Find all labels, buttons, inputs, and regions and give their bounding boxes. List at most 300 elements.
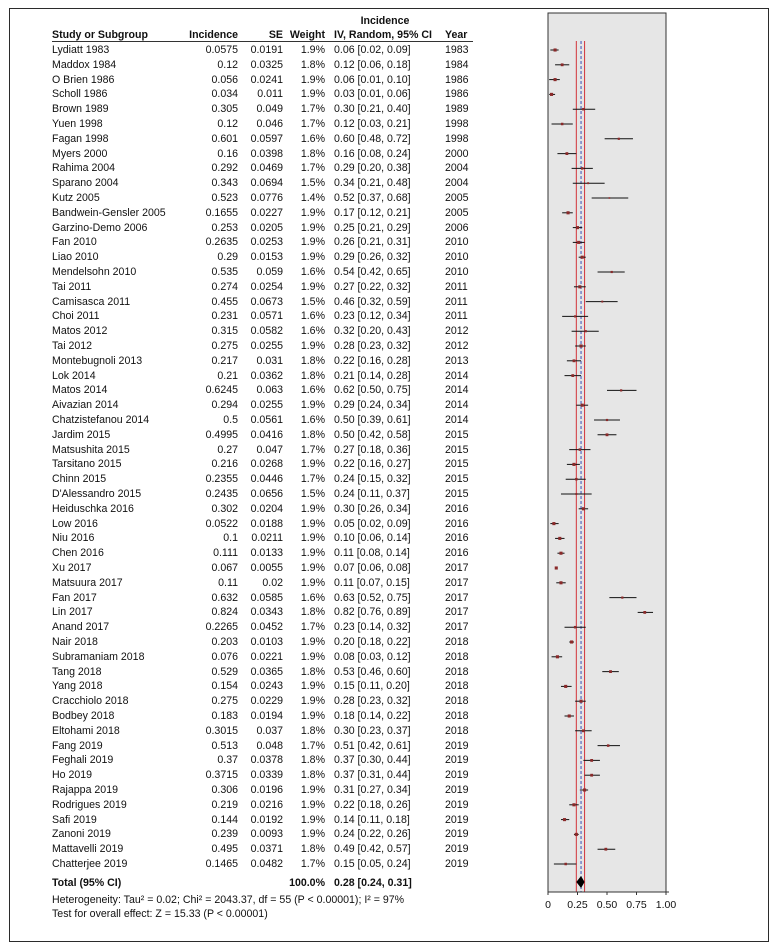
study-weight: 1.7%	[300, 162, 325, 175]
point-estimate	[609, 197, 611, 199]
header-year: Year	[445, 29, 468, 41]
study-name: Matos 2012	[52, 325, 108, 338]
study-incidence: 0.154	[211, 680, 238, 693]
study-ci: 0.63 [0.52, 0.75]	[334, 591, 411, 604]
study-se: 0.0378	[250, 754, 283, 767]
study-incidence: 0.056	[211, 73, 238, 86]
study-name: Cracchiolo 2018	[52, 695, 129, 708]
study-incidence: 0.183	[211, 710, 238, 722]
point-estimate	[574, 315, 576, 317]
study-weight: 1.8%	[300, 724, 325, 737]
study-se: 0.0093	[250, 828, 283, 841]
point-estimate	[579, 448, 582, 451]
study-ci: 0.37 [0.30, 0.44]	[334, 754, 411, 767]
point-estimate	[620, 389, 622, 391]
point-estimate	[606, 419, 608, 421]
study-incidence: 0.4995	[205, 428, 238, 441]
study-year: 2019	[445, 843, 469, 856]
study-weight: 1.9%	[300, 547, 325, 560]
study-weight: 1.9%	[300, 88, 325, 101]
study-name: Bandwein-Gensler 2005	[52, 206, 166, 219]
study-name: Choi 2011	[52, 310, 100, 323]
point-estimate	[565, 152, 568, 155]
study-incidence: 0.0575	[205, 44, 238, 56]
study-ci: 0.54 [0.42, 0.65]	[334, 266, 411, 278]
study-incidence: 0.37	[217, 754, 238, 767]
study-year: 2005	[445, 206, 469, 219]
point-estimate	[550, 93, 553, 96]
study-weight: 1.9%	[300, 502, 325, 515]
study-weight: 1.9%	[300, 517, 325, 530]
point-estimate	[611, 271, 613, 273]
study-year: 2018	[445, 650, 469, 663]
study-incidence: 0.6245	[205, 384, 238, 397]
study-se: 0.0055	[250, 562, 283, 574]
study-name: Brown 1989	[52, 103, 109, 116]
study-incidence: 0.2635	[205, 236, 238, 249]
study-name: O Brien 1986	[52, 73, 115, 86]
point-estimate	[564, 685, 567, 688]
study-se: 0.0255	[250, 399, 283, 412]
heterogeneity-text: Heterogeneity: Tau² = 0.02; Chi² = 2043.37, df = 55 (P < 0.00001); I² = 97%	[52, 894, 405, 906]
study-se: 0.0268	[250, 458, 283, 471]
study-weight: 1.6%	[300, 266, 325, 278]
study-year: 2015	[445, 428, 469, 441]
study-year: 2015	[445, 488, 469, 500]
study-name: D'Alessandro 2015	[52, 488, 142, 500]
point-estimate	[578, 285, 581, 288]
study-weight: 1.9%	[300, 784, 325, 796]
point-estimate	[579, 700, 582, 703]
study-se: 0.0191	[250, 44, 283, 56]
x-tick-label: 0.25	[567, 899, 588, 911]
study-se: 0.0371	[250, 843, 283, 856]
study-incidence: 0.12	[217, 118, 238, 130]
study-ci: 0.23 [0.12, 0.34]	[334, 310, 411, 323]
study-name: Yang 2018	[52, 680, 103, 693]
study-year: 2017	[445, 576, 469, 589]
point-estimate	[582, 729, 585, 732]
study-name: Camisasca 2011	[52, 295, 131, 308]
study-weight: 1.8%	[300, 369, 325, 382]
study-ci: 0.50 [0.39, 0.61]	[334, 414, 411, 426]
study-name: Ho 2019	[52, 769, 93, 782]
study-se: 0.0398	[250, 147, 283, 160]
study-se: 0.0103	[250, 636, 283, 648]
point-estimate	[552, 522, 555, 525]
study-ci: 0.53 [0.46, 0.60]	[334, 665, 411, 678]
study-incidence: 0.216	[211, 458, 238, 471]
study-ci: 0.23 [0.14, 0.32]	[334, 621, 411, 634]
study-year: 2019	[445, 813, 469, 826]
study-se: 0.059	[256, 266, 283, 278]
point-estimate	[561, 123, 564, 126]
study-weight: 1.5%	[300, 295, 325, 308]
study-weight: 1.9%	[300, 680, 325, 693]
study-weight: 1.6%	[300, 384, 325, 397]
point-estimate	[575, 833, 578, 836]
study-name: Chatterjee 2019	[52, 858, 128, 870]
study-incidence: 0.231	[211, 310, 238, 323]
study-se: 0.0254	[250, 280, 283, 293]
point-estimate	[618, 138, 620, 140]
study-name: Fan 2017	[52, 591, 97, 604]
study-weight: 1.9%	[300, 532, 325, 545]
study-incidence: 0.523	[211, 192, 238, 204]
study-weight: 1.9%	[300, 562, 325, 574]
study-incidence: 0.16	[217, 147, 238, 160]
study-ci: 0.30 [0.21, 0.40]	[334, 103, 411, 116]
study-incidence: 0.302	[211, 502, 238, 515]
study-se: 0.0216	[250, 798, 283, 811]
study-year: 2019	[445, 784, 469, 796]
study-weight: 1.9%	[300, 828, 325, 841]
study-weight: 1.8%	[300, 354, 325, 367]
study-year: 1984	[445, 58, 469, 71]
study-name: Anand 2017	[52, 621, 110, 634]
study-incidence: 0.0522	[205, 517, 238, 530]
group-header-incidence: Incidence	[360, 15, 410, 27]
study-weight: 1.9%	[300, 710, 325, 722]
point-estimate	[590, 759, 593, 762]
study-name: Kutz 2005	[52, 192, 100, 204]
study-ci: 0.29 [0.26, 0.32]	[334, 251, 411, 264]
point-estimate	[585, 330, 587, 332]
point-estimate	[607, 744, 610, 747]
x-tick-label: 1.00	[655, 899, 677, 911]
study-se: 0.0365	[250, 665, 283, 678]
study-name: Garzino-Demo 2006	[52, 221, 148, 234]
study-ci: 0.17 [0.12, 0.21]	[334, 206, 411, 219]
study-name: Tai 2011	[52, 280, 92, 293]
point-estimate	[561, 63, 564, 66]
study-se: 0.0469	[250, 162, 283, 175]
study-se: 0.047	[256, 443, 283, 456]
study-name: Fang 2019	[52, 739, 103, 752]
study-incidence: 0.29	[217, 251, 238, 264]
header-study: Study or Subgroup	[52, 29, 148, 41]
study-weight: 1.8%	[300, 428, 325, 441]
point-estimate	[554, 78, 557, 81]
study-ci: 0.08 [0.03, 0.12]	[334, 650, 411, 663]
study-ci: 0.22 [0.18, 0.26]	[334, 798, 411, 811]
study-se: 0.0561	[250, 414, 283, 426]
study-weight: 1.8%	[300, 769, 325, 782]
study-incidence: 0.253	[211, 221, 238, 234]
study-incidence: 0.495	[211, 843, 238, 856]
study-ci: 0.10 [0.06, 0.14]	[334, 532, 411, 545]
study-se: 0.0227	[250, 206, 283, 219]
study-incidence: 0.306	[211, 784, 238, 796]
study-name: Matsushita 2015	[52, 443, 130, 456]
study-incidence: 0.11	[218, 576, 238, 589]
study-ci: 0.06 [0.02, 0.09]	[334, 44, 411, 56]
study-weight: 1.8%	[300, 606, 325, 619]
study-se: 0.0255	[250, 340, 283, 352]
study-year: 2011	[445, 295, 468, 308]
study-incidence: 0.3715	[205, 769, 238, 782]
study-se: 0.0446	[250, 473, 283, 486]
study-se: 0.0673	[250, 295, 283, 308]
study-se: 0.0229	[250, 695, 283, 708]
study-incidence: 0.1465	[205, 858, 238, 870]
study-weight: 1.9%	[300, 458, 325, 471]
study-weight: 1.7%	[300, 103, 325, 116]
study-year: 1998	[445, 132, 469, 145]
study-ci: 0.24 [0.11, 0.37]	[334, 488, 410, 500]
point-estimate	[621, 597, 623, 599]
study-name: Tang 2018	[52, 665, 102, 678]
study-incidence: 0.1655	[205, 206, 238, 219]
study-weight: 1.9%	[300, 576, 325, 589]
study-incidence: 0.305	[211, 103, 238, 116]
study-incidence: 0.529	[211, 665, 238, 678]
study-year: 1983	[445, 44, 469, 56]
study-incidence: 0.535	[211, 266, 238, 278]
study-name: Lok 2014	[52, 369, 96, 382]
study-year: 1989	[445, 103, 469, 116]
study-ci: 0.37 [0.31, 0.44]	[334, 769, 411, 782]
study-year: 2018	[445, 665, 469, 678]
study-year: 2012	[445, 340, 469, 352]
study-ci: 0.20 [0.18, 0.22]	[334, 636, 411, 648]
point-estimate	[582, 507, 585, 510]
study-se: 0.0253	[250, 236, 283, 249]
study-year: 2019	[445, 739, 469, 752]
study-name: Fagan 1998	[52, 132, 109, 145]
study-name: Rahima 2004	[52, 162, 116, 175]
study-year: 2011	[445, 280, 468, 293]
study-name: Lin 2017	[52, 606, 93, 619]
point-estimate	[568, 714, 571, 717]
study-weight: 1.6%	[300, 591, 325, 604]
study-name: Fan 2010	[52, 236, 97, 249]
study-name: Chatzistefanou 2014	[52, 414, 150, 426]
study-name: Rajappa 2019	[52, 784, 118, 796]
study-name: Bodbey 2018	[52, 710, 115, 722]
study-weight: 1.8%	[300, 843, 325, 856]
study-se: 0.0571	[250, 310, 283, 323]
study-ci: 0.82 [0.76, 0.89]	[334, 606, 411, 619]
study-name: Mattavelli 2019	[52, 843, 124, 856]
study-name: Mendelsohn 2010	[52, 266, 137, 278]
study-ci: 0.22 [0.16, 0.27]	[334, 458, 411, 471]
plot-panel	[548, 13, 666, 892]
study-weight: 1.9%	[300, 251, 325, 264]
study-incidence: 0.203	[211, 636, 238, 648]
study-ci: 0.50 [0.42, 0.58]	[334, 428, 411, 441]
study-year: 2019	[445, 769, 469, 782]
study-weight: 1.9%	[300, 695, 325, 708]
study-year: 2014	[445, 414, 469, 426]
study-year: 2012	[445, 325, 469, 338]
study-name: Rodrigues 2019	[52, 798, 127, 811]
study-se: 0.0776	[250, 192, 283, 204]
study-ci: 0.11 [0.08, 0.14]	[334, 547, 410, 560]
study-incidence: 0.2265	[205, 621, 238, 634]
study-ci: 0.27 [0.22, 0.32]	[334, 280, 411, 293]
study-name: Liao 2010	[52, 251, 99, 264]
study-se: 0.0452	[250, 621, 283, 634]
study-incidence: 0.034	[211, 88, 238, 101]
study-incidence: 0.12	[217, 58, 238, 71]
study-year: 2006	[445, 221, 469, 234]
study-ci: 0.22 [0.16, 0.28]	[334, 354, 411, 367]
study-ci: 0.27 [0.18, 0.36]	[334, 443, 411, 456]
summary-ci: 0.28 [0.24, 0.31]	[334, 877, 412, 889]
study-incidence: 0.315	[211, 325, 238, 338]
point-estimate	[571, 374, 574, 377]
study-year: 1986	[445, 73, 469, 86]
point-estimate	[572, 803, 575, 806]
study-se: 0.031	[256, 354, 283, 367]
study-se: 0.0241	[250, 73, 283, 86]
study-se: 0.0582	[250, 325, 283, 338]
study-name: Myers 2000	[52, 147, 108, 160]
study-year: 2015	[445, 473, 469, 486]
study-ci: 0.26 [0.21, 0.31]	[334, 236, 411, 249]
study-ci: 0.52 [0.37, 0.68]	[334, 192, 411, 204]
study-se: 0.0211	[251, 532, 283, 545]
point-estimate	[554, 48, 557, 51]
study-incidence: 0.217	[211, 354, 238, 367]
study-ci: 0.24 [0.15, 0.32]	[334, 473, 411, 486]
study-name: Tarsitano 2015	[52, 458, 122, 471]
point-estimate	[572, 463, 575, 466]
study-se: 0.0188	[250, 517, 283, 530]
point-estimate	[575, 478, 578, 481]
study-name: Chinn 2015	[52, 473, 107, 486]
point-estimate	[558, 537, 561, 540]
study-se: 0.0416	[250, 428, 283, 441]
study-se: 0.0221	[250, 650, 283, 663]
summary-weight: 100.0%	[289, 877, 325, 889]
study-incidence: 0.275	[211, 340, 238, 352]
study-name: Safi 2019	[52, 813, 97, 826]
study-weight: 1.9%	[300, 399, 325, 412]
study-se: 0.0205	[250, 221, 283, 234]
study-incidence: 0.343	[211, 177, 238, 190]
study-ci: 0.29 [0.20, 0.38]	[334, 162, 411, 175]
study-name: Niu 2016	[52, 532, 95, 545]
study-se: 0.0204	[250, 502, 283, 515]
x-tick-label: 0	[545, 899, 551, 911]
study-name: Matsuura 2017	[52, 576, 123, 589]
point-estimate	[559, 581, 562, 584]
study-weight: 1.5%	[300, 488, 325, 500]
study-year: 2019	[445, 828, 469, 841]
study-year: 2018	[445, 695, 469, 708]
study-weight: 1.5%	[300, 177, 325, 190]
study-incidence: 0.27	[217, 443, 238, 456]
study-year: 2004	[445, 177, 469, 190]
study-ci: 0.15 [0.11, 0.20]	[334, 680, 410, 693]
point-estimate	[555, 566, 558, 569]
study-incidence: 0.076	[211, 650, 238, 663]
summary-label: Total (95% CI)	[52, 877, 122, 889]
header-weight: Weight	[289, 29, 325, 41]
study-ci: 0.28 [0.23, 0.32]	[334, 340, 411, 352]
study-incidence: 0.274	[211, 280, 238, 293]
point-estimate	[563, 818, 566, 821]
study-se: 0.048	[256, 739, 283, 752]
study-ci: 0.31 [0.27, 0.34]	[334, 784, 411, 796]
study-se: 0.0325	[250, 58, 283, 71]
study-year: 2016	[445, 502, 469, 515]
study-ci: 0.28 [0.23, 0.32]	[334, 695, 411, 708]
study-weight: 1.6%	[300, 414, 325, 426]
study-weight: 1.9%	[300, 44, 325, 56]
study-ci: 0.18 [0.14, 0.22]	[334, 710, 411, 722]
study-weight: 1.8%	[300, 665, 325, 678]
point-estimate	[581, 167, 584, 170]
study-weight: 1.9%	[300, 813, 325, 826]
study-ci: 0.06 [0.01, 0.10]	[334, 73, 411, 86]
study-ci: 0.03 [0.01, 0.06]	[334, 88, 411, 101]
study-year: 2011	[445, 310, 468, 323]
study-weight: 1.9%	[300, 798, 325, 811]
study-name: Eltohami 2018	[52, 724, 120, 737]
study-name: Scholl 1986	[52, 88, 108, 101]
study-year: 2015	[445, 443, 469, 456]
study-ci: 0.60 [0.48, 0.72]	[334, 132, 411, 145]
study-ci: 0.29 [0.24, 0.34]	[334, 399, 411, 412]
study-year: 2017	[445, 606, 469, 619]
study-year: 2016	[445, 547, 469, 560]
study-incidence: 0.219	[211, 798, 238, 811]
study-year: 2019	[445, 858, 469, 870]
study-incidence: 0.3015	[205, 724, 238, 737]
study-ci: 0.12 [0.03, 0.21]	[334, 118, 411, 130]
study-year: 2018	[445, 724, 469, 737]
study-ci: 0.62 [0.50, 0.75]	[334, 384, 411, 397]
point-estimate	[609, 670, 612, 673]
study-weight: 1.7%	[300, 118, 325, 130]
study-ci: 0.32 [0.20, 0.43]	[334, 325, 411, 338]
study-weight: 1.9%	[300, 636, 325, 648]
study-incidence: 0.275	[211, 695, 238, 708]
study-ci: 0.11 [0.07, 0.15]	[334, 576, 410, 589]
x-tick-label: 0.50	[596, 899, 618, 911]
study-incidence: 0.144	[211, 813, 238, 826]
study-weight: 1.7%	[300, 443, 325, 456]
study-incidence: 0.2355	[205, 473, 238, 486]
point-estimate	[570, 640, 573, 643]
study-incidence: 0.21	[217, 369, 238, 382]
study-name: Maddox 1984	[52, 58, 117, 71]
point-estimate	[556, 655, 559, 658]
study-year: 1986	[445, 88, 469, 101]
study-incidence: 0.239	[211, 828, 238, 841]
study-year: 2010	[445, 236, 469, 249]
point-estimate	[581, 404, 584, 407]
study-incidence: 0.111	[213, 547, 238, 560]
study-year: 2018	[445, 710, 469, 722]
study-se: 0.0694	[250, 177, 283, 190]
study-name: Montebugnoli 2013	[52, 354, 143, 367]
study-incidence: 0.455	[211, 295, 238, 308]
study-se: 0.0585	[250, 591, 283, 604]
study-incidence: 0.292	[211, 162, 238, 175]
point-estimate	[587, 182, 589, 184]
study-se: 0.0482	[250, 858, 283, 870]
study-name: Feghali 2019	[52, 754, 114, 767]
study-weight: 1.8%	[300, 58, 325, 71]
study-name: Lydiatt 1983	[52, 44, 110, 56]
study-weight: 1.8%	[300, 754, 325, 767]
study-incidence: 0.2435	[205, 488, 238, 500]
study-year: 2010	[445, 251, 469, 264]
